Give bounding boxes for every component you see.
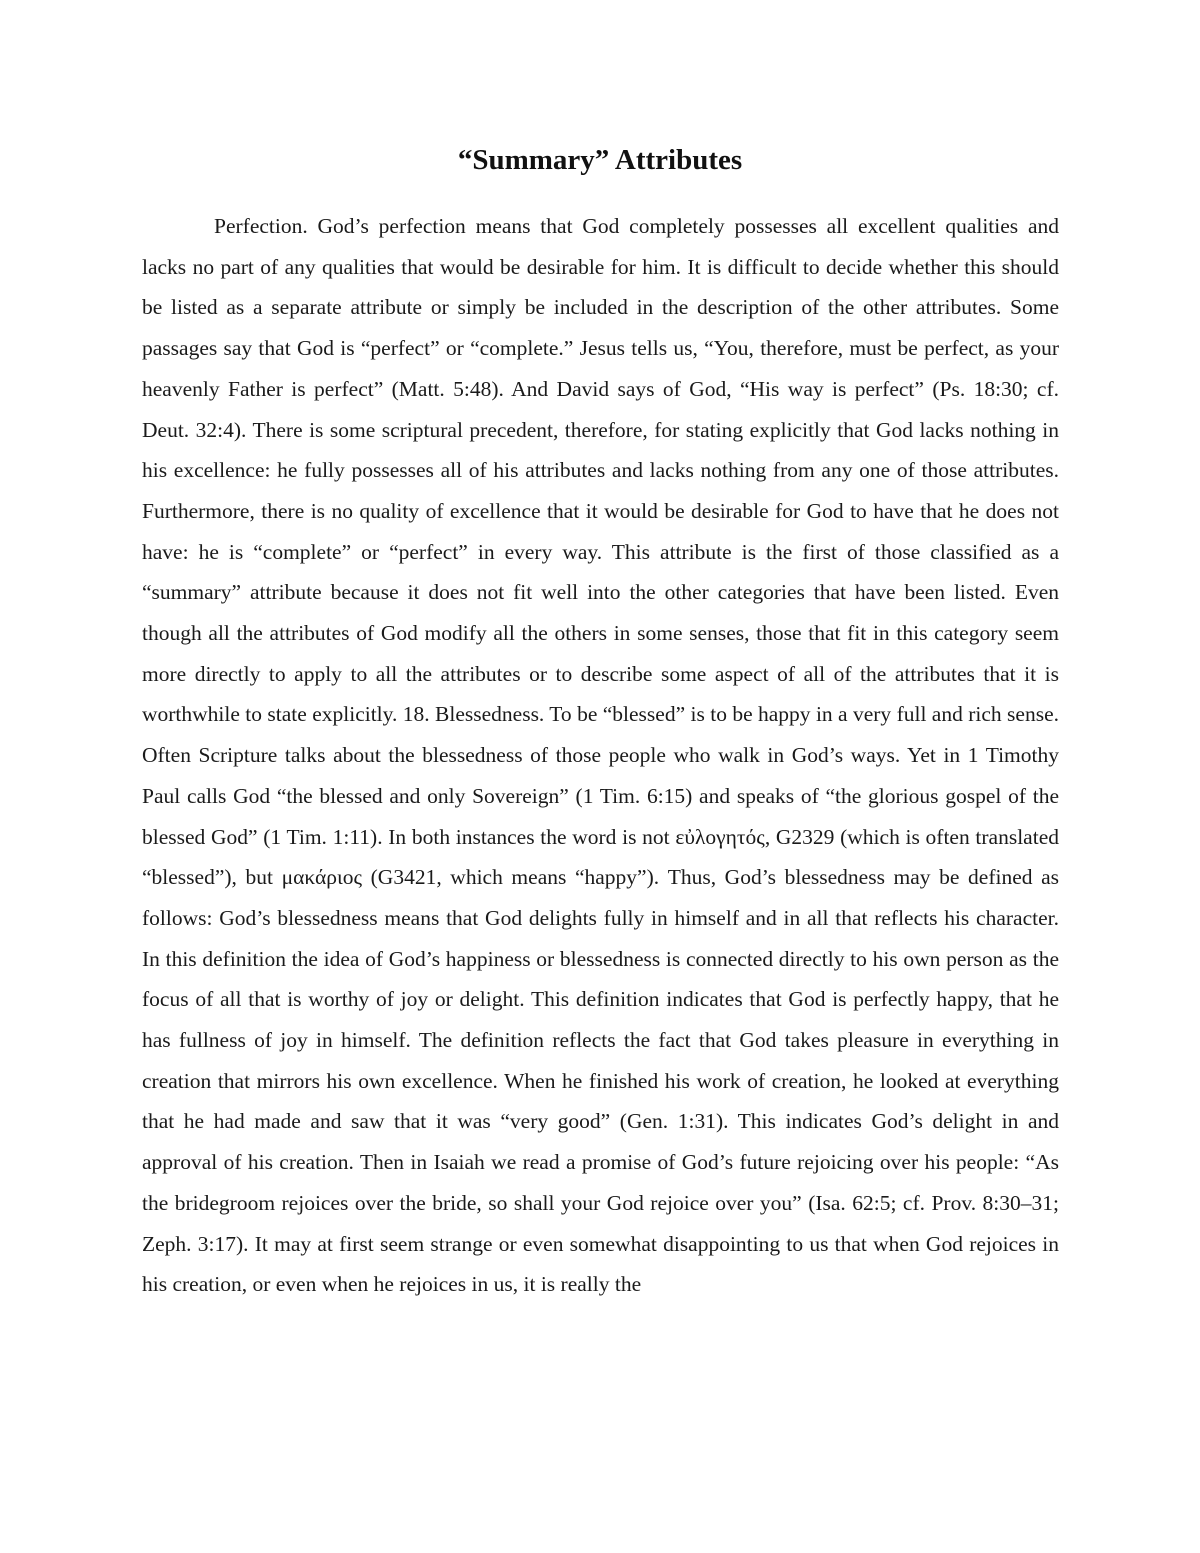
page-title: “Summary” Attributes: [457, 144, 743, 176]
body-paragraph: Perfection. God’s perfection means that God completely possesses all excellent qualities and lacks no part of any qualities that would be desirable for him. It is difficult to decide whether this should be listed as a separate attribute or simply be included in the description of the other attributes. Some passages say that God is “perfect” or “complete.” Jesus tells us, “You, therefore, must be perfect, as your heavenly Father is perfect” (Matt. 5:48). And David says of God, “His way is perfect” (Ps. 18:30; cf. Deut. 32:4). There is some scriptural precedent, therefore, for stating explicitly that God lacks nothing in his excellence: he fully possesses all of his attributes and lacks nothing from any one of those attributes. Furthermore, there is no quality of excellence that it would be desirable for God to have that he does not have: he is “complete” or “perfect” in every way. This attribute is the first of those classified as a “summary” attribute because it does not fit well into the other categories that have been listed. Even though all the attributes of God modify all the others in some senses, those that fit in this category seem more directly to apply to all the attributes or to describe some aspect of all of the attributes that it is worthwhile to state explicitly. 18. Blessedness. To be “blessed” is to be happy in a very full and rich sense. Often Scripture talks about the blessedness of those people who walk in God’s ways. Yet in 1 Timothy Paul calls God “the blessed and only Sovereign” (1 Tim. 6:15) and speaks of “the glorious gospel of the blessed God” (1 Tim. 1:11). In both instances the word is not εὐλογητός, G2329 (which is often translated “blessed”), but μακάριος (G3421, which means “happy”). Thus, God’s blessedness may be defined as follows: God’s blessedness means that God delights fully in himself and in all that reflects his character. In this definition the idea of God’s happiness or blessedness is connected directly to his own person as the focus of all that is worthy of joy or delight. This definition indicates that God is perfectly happy, that he has fullness of joy in himself. The definition reflects the fact that God takes pleasure in everything in creation that mirrors his own excellence. When he finished his work of creation, he looked at everything that he had made and saw that it was “very good” (Gen. 1:31). This indicates God’s delight in and approval of his creation. Then in Isaiah we read a promise of God’s future rejoicing over his people: “As the bridegroom rejoices over the bride, so shall your God rejoice over you” (Isa. 62:5; cf. Prov. 8:30–31; Zeph. 3:17). It may at first seem strange or even somewhat disappointing to us that when God rejoices in his creation, or even when he rejoices in us, it is really the: [142, 214, 1059, 1297]
